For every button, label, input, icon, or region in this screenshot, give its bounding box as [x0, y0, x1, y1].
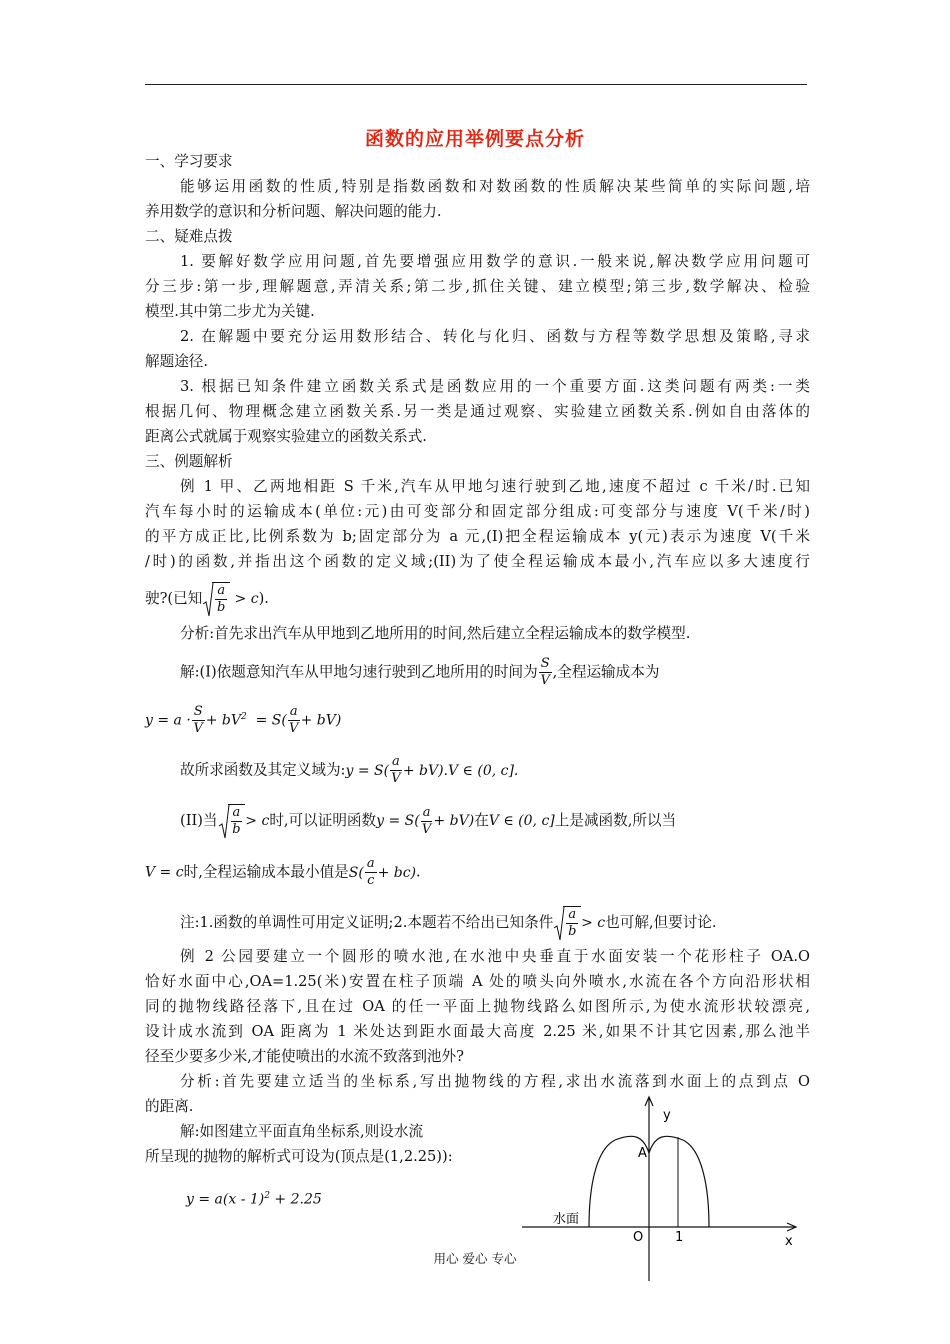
text-fragment: 驶?(已知	[145, 590, 203, 607]
example-1-condition-line: 驶?(已知 $\frac{a}{b}$ > c).	[145, 583, 269, 615]
example-2-line: 同的抛物线路径落下,且在过 OA 的任一平面上抛物线路么如图所示,为使水流形状较漂亮,	[145, 998, 810, 1015]
paragraph-line: 2. 在解题中要充分运用数形结合、转化与化归、函数与方程等数学思想及策略,寻求	[180, 328, 810, 345]
paragraph-line: 根据几何、物理概念建立函数关系.另一类是通过观察、实验建立函数关系.例如自由落体的	[145, 403, 810, 420]
origin-label: O	[633, 1230, 644, 1245]
paragraph-line: 模型.其中第二步尤为关键.	[145, 303, 315, 320]
paragraph-line: 解题途径.	[145, 353, 209, 370]
text-fragment: ).	[258, 590, 269, 607]
example-1-line: /时)的函数,并指出这个函数的定义域;(II)为了使全程运输成本最小,汽车应以多大速度行	[145, 553, 810, 570]
tick-label-1: 1	[675, 1230, 684, 1245]
section-heading-2: 二、疑难点拨	[145, 228, 233, 245]
paragraph-line: 能够运用函数的性质,特别是指数函数和对数函数的性质解决某些简单的实际问题,培	[180, 178, 810, 195]
y-axis-label: y	[663, 1108, 671, 1123]
section-heading-1: 一、学习要求	[145, 153, 233, 170]
point-a-label: A	[638, 1146, 647, 1161]
page-footer: 用心 爱心 专心	[433, 1251, 517, 1266]
fraction-s-over-v: $\frac{S}{V}$	[540, 656, 550, 688]
solution-3-line: 解:如图建立平面直角坐标系,则设水流	[180, 1123, 424, 1140]
solution-2b-line: V = c时,全程运输成本最小值是S( $\frac{a}{c}$ + bc).	[145, 856, 421, 888]
example-2-line: 设计成水流到 OA 距离为 1 米处达到距水面最大高度 2.25 米,如果不计其它因素,那么池半	[145, 1023, 810, 1040]
paragraph-line: 3. 根据已知条件建立函数关系式是函数应用的一个重要方面.这类问题有两类:一类	[180, 378, 810, 395]
analysis-2-line: 分析:首先要建立适当的坐标系,写出抛物线的方程,求出水流落到水面上的点到点 O	[180, 1073, 810, 1090]
text-fragment: 注:1.函数的单调性可用定义证明;2.本题若不给出已知条件	[180, 914, 554, 931]
text-fragment: 解:(I)依题意知汽车从甲地匀速行驶到乙地所用的时间为	[180, 663, 538, 681]
text-fragment: ,全程运输成本为	[552, 663, 660, 681]
text-fragment: 在	[474, 812, 489, 829]
solution-3-line: 所呈现的抛物的解析式可设为(顶点是(1,2.25)):	[145, 1148, 453, 1165]
water-surface-label: 水面	[553, 1212, 580, 1227]
x-axis-label: x	[785, 1234, 793, 1249]
note-line: 注:1.函数的单调性可用定义证明;2.本题若不给出已知条件 $\frac{a}{b}$ > c也可解,但要讨论.	[180, 907, 717, 939]
solution-2-line: (II)当 $\frac{a}{b}$ > c时,可以证明函数y = S( $\frac{a}{V}$ + bV)在V ∈ (0, c]上是减函数,所以当	[180, 804, 677, 837]
text-fragment: (II)当	[180, 812, 218, 829]
sqrt-a-over-b: $\frac{a}{b}$	[202, 582, 230, 616]
header-rule	[145, 84, 807, 85]
example-1-line: 例 1 甲、乙两地相距 S 千米,汽车从甲地匀速行驶到乙地,速度不超过 c 千米/时.已知	[180, 478, 810, 495]
domain-line: 故所求函数及其定义域为:y = S( $\frac{a}{V}$ + bV).V ∈ (0, c].	[180, 754, 519, 786]
page-title: 函数的应用举例要点分析	[364, 128, 585, 150]
text-fragment: 上是减函数,所以当	[554, 812, 677, 829]
text-fragment: 时,全程运输成本最小值是	[183, 863, 349, 881]
text-fragment: 故所求函数及其定义域为:	[180, 761, 346, 779]
solution-1-line	[180, 656, 810, 689]
paragraph-line: 1. 要解好数学应用问题,首先要增强应用数学的意识.一般来说,解决数学应用问题可	[180, 253, 810, 270]
section-heading-3: 三、例题解析	[145, 453, 233, 470]
example-2-line: 恰好水面中心,OA=1.25(米)安置在柱子顶端 A 处的喷头向外喷水,水流在各个方向沿形状相	[145, 973, 810, 990]
example-2-line: 例 2 公园要建立一个圆形的喷水池,在水池中央垂直于水面安装一个花形柱子 OA.O	[180, 948, 810, 965]
example-1-line: 的平方成正比,比例系数为 b;固定部分为 a 元,(I)把全程运输成本 y(元)表示为速度 V(千米	[145, 528, 810, 545]
example-2-line: 径至少要多少米,才能使喷出的水流不致落到池外?	[145, 1048, 464, 1065]
analysis-1: 分析:首先求出汽车从甲地到乙地所用的时间,然后建立全程运输成本的数学模型.	[180, 625, 691, 642]
paragraph-line: 距离公式就属于观察实验建立的函数关系式.	[145, 428, 427, 445]
parabola-formula: y = a(x - 1)$^2$ + 2.25	[186, 1191, 322, 1208]
paragraph-line: 分三步:第一步,理解题意,弄清关系;第二步,抓住关键、建立模型;第三步,数学解决、检验	[145, 278, 810, 295]
example-1-line: 汽车每小时的运输成本(单位:元)由可变部分和固定部分组成:可变部分与速度 V(千米/时)	[145, 503, 810, 520]
text-fragment: .	[416, 863, 421, 881]
analysis-2-line: 的距离.	[145, 1098, 194, 1115]
text-fragment: 时,可以证明函数	[269, 812, 377, 829]
paragraph-line: 养用数学的意识和分析问题、解决问题的能力.	[145, 203, 442, 220]
text-fragment: 也可解,但要讨论.	[605, 914, 717, 931]
formula-cost: y = a · $\frac{S}{V}$ + $bV^2 = S$( $\frac{a}{V}$ + bV)	[145, 704, 342, 736]
